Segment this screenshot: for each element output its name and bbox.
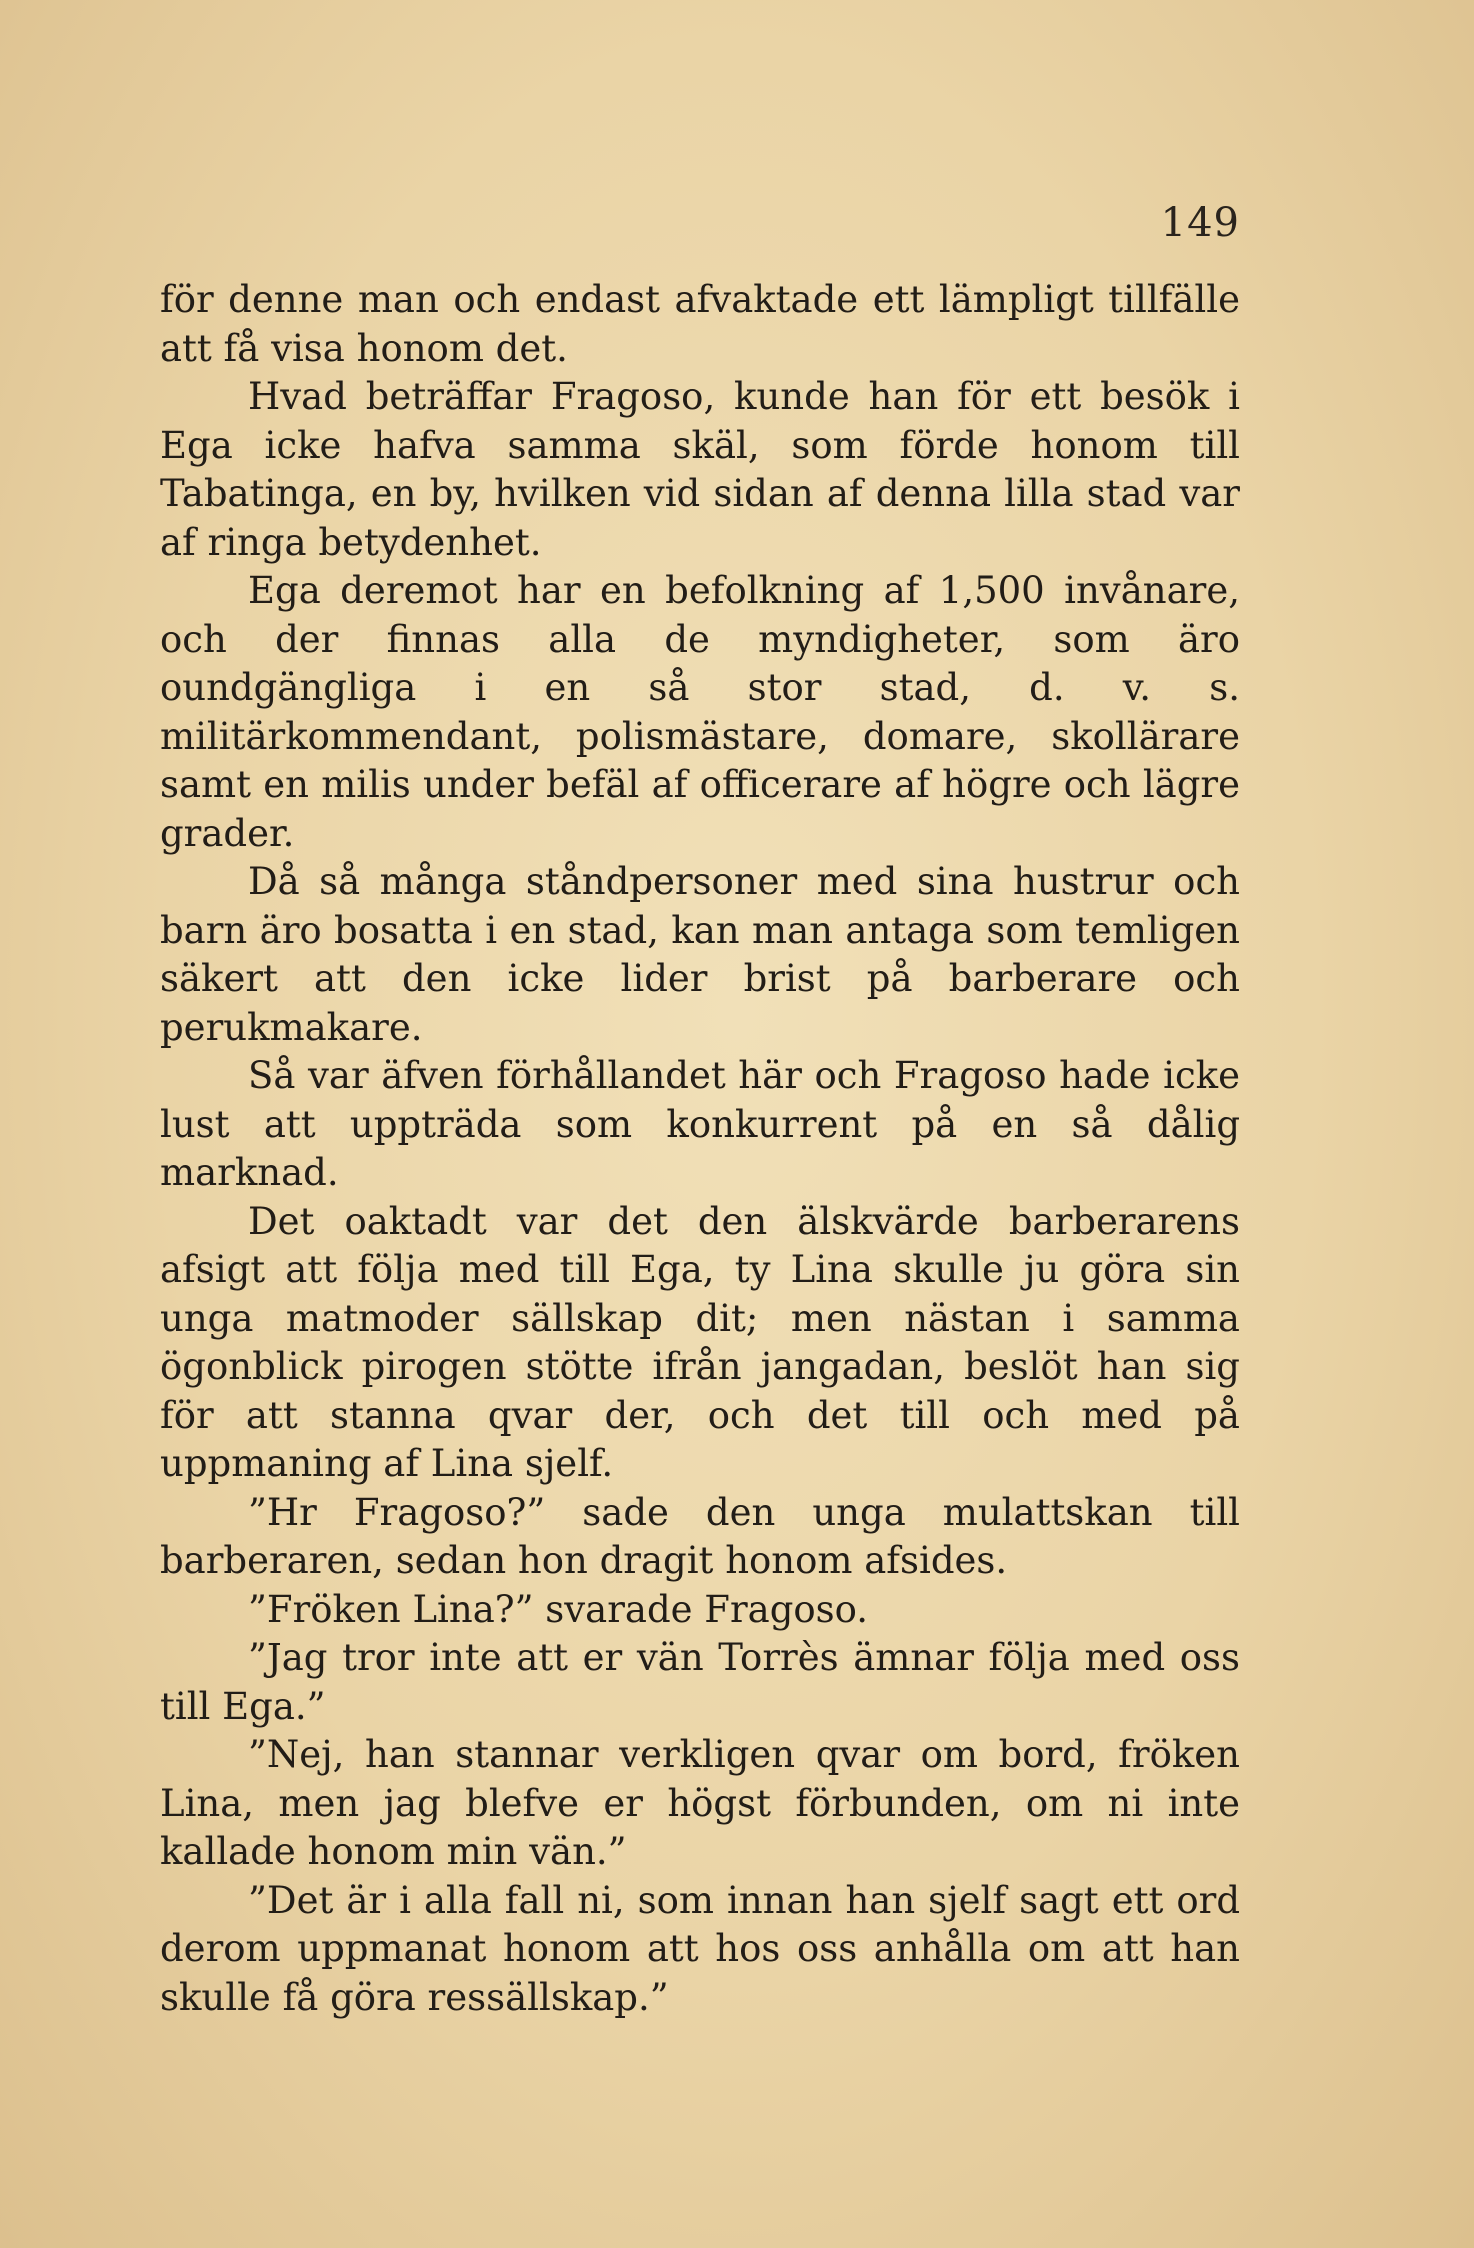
paragraph: Det oaktadt var det den älskvärde barberarens afsigt att följa med till Ega, ty Lina skulle ju göra sin unga matmoder sällskap dit; men nästan i samma ögonblick pirogen stötte ifrån jangadan, beslöt han sig för att stanna qvar der, och det till och med på uppmaning af Lina sjelf. [160,1199,1240,1485]
paragraph-continued: för denne man och endast afvaktade ett lämpligt tillfälle att få visa honom det. [160,278,1240,370]
paragraph: Så var äfven förhållandet här och Fragoso hade icke lust att uppträda som konkurrent på en så dålig marknad. [160,1054,1240,1194]
page-number: 149 [1160,200,1240,246]
paragraph: ”Jag tror inte att er vän Torrès ämnar följa med oss till Ega.” [160,1636,1240,1728]
paragraph: Hvad beträffar Fragoso, kunde han för ett besök i Ega icke hafva samma skäl, som förde honom till Tabatinga, en by, hvilken vid sidan af denna lilla stad var af ringa betydenhet. [160,375,1240,564]
body-text [160,276,1240,2022]
paragraph: ”Fröken Lina?” svarade Fragoso. [248,1587,869,1631]
paragraph: ”Det är i alla fall ni, som innan han sjelf sagt ett ord derom uppmanat honom att hos oss anhålla om att han skulle få göra ressällskap.” [160,1878,1240,2019]
paragraph: Då så många ståndpersoner med sina hustrur och barn äro bosatta i en stad, kan man antaga som temligen säkert att den icke lider brist på barberare och perukmakare. [160,860,1240,1049]
paragraph: Ega deremot har en befolkning af 1,500 invånare, och der finnas alla de myndigheter, som äro oundgängliga i en så stor stad, d. v. s. militärkommendant, polismästare, domare, skollärare samt en milis under befäl af officerare af högre och lägre grader. [160,569,1240,855]
paragraph: ”Nej, han stannar verkligen qvar om bord, fröken Lina, men jag blefve er högst förbunden, om ni inte kallade honom min vän.” [160,1733,1240,1873]
paragraph: ”Hr Fragoso?” sade den unga mulattskan till barberaren, sedan hon dragit honom afsides. [160,1490,1240,1582]
